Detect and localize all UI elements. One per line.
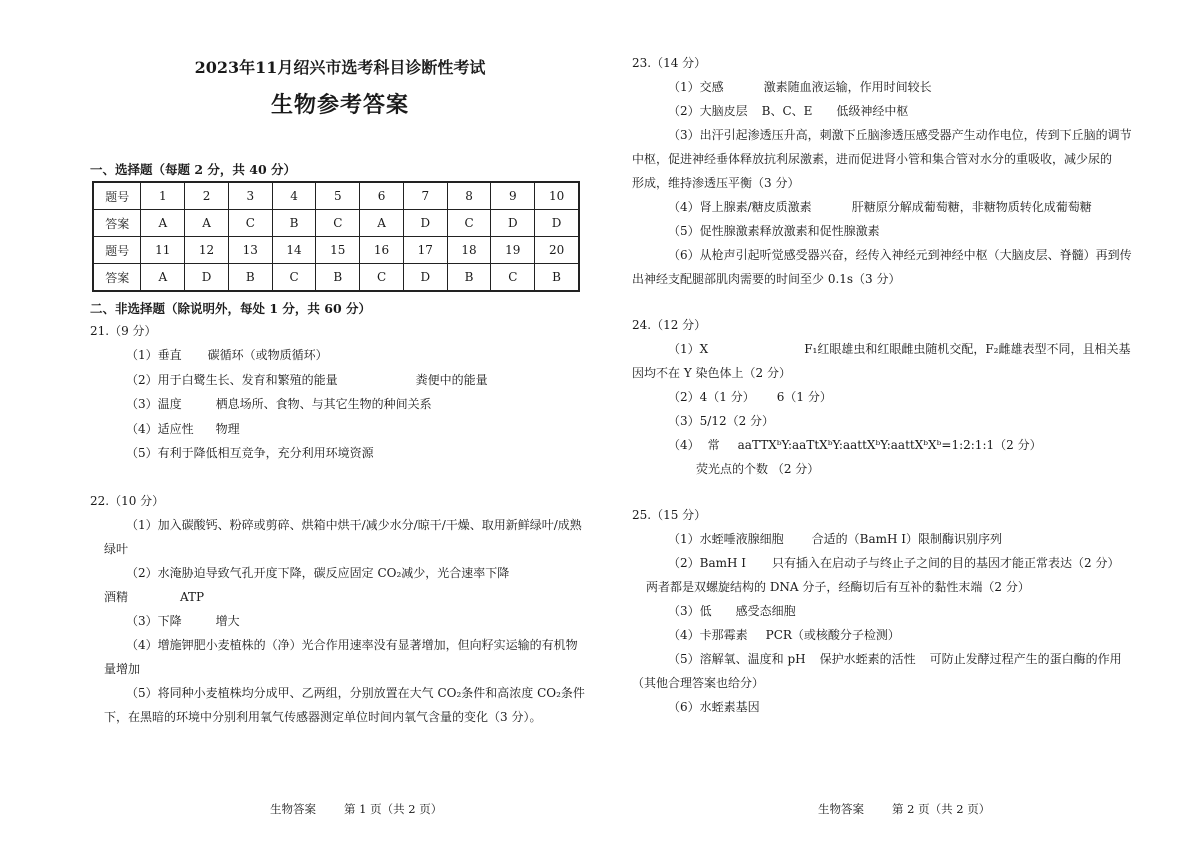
q22-answer-4: （4）增施钾肥小麦植株的（净）光合作用速率没有显著增加，但向籽实运输的有机物 bbox=[126, 638, 578, 652]
q25-a1b: 合适的（BamH I）限制酶识别序列 bbox=[811, 532, 1003, 546]
q21-answer-4 bbox=[90, 420, 240, 438]
q23-answer-6-cont: 出神经支配腿部肌肉需要的时间至少 0.1s（3 分） bbox=[632, 272, 901, 286]
footer-left bbox=[270, 801, 442, 817]
q21-answer-5: （5）有利于降低相互竞争，充分利用环境资源 bbox=[126, 446, 374, 460]
answer-table-cell: 15 bbox=[316, 237, 360, 264]
q23-answer-5: （5）促性腺激素释放激素和促性腺激素 bbox=[668, 224, 880, 238]
q24-answer-4 bbox=[632, 436, 1042, 454]
q24-a1b: F₁红眼雄虫和红眼雌虫随机交配，F₂雌雄表型不同，且相关基 bbox=[804, 342, 1131, 356]
q23-a2c: 低级神经中枢 bbox=[836, 104, 909, 118]
q23-answer-3-cont: 中枢，促进神经垂体释放抗利尿激素，进而促进肾小管和集合管对水分的重吸收，减少尿的 bbox=[632, 152, 1113, 166]
answer-table-cell: A bbox=[141, 264, 185, 292]
q24-answer-4-cont: 荧光点的个数 （2 分） bbox=[696, 462, 820, 476]
q23-a2: （2）大脑皮层 bbox=[668, 104, 748, 118]
q22-answer-2: （2）水淹胁迫导致气孔开度下降，碳反应固定 CO₂减少，光合速率下降 bbox=[126, 566, 510, 580]
answer-table-cell: D bbox=[535, 210, 579, 237]
q25-a1: （1）水蛭唾液腺细胞 bbox=[668, 532, 784, 546]
q21-a3: （3）温度 bbox=[126, 397, 182, 411]
answer-table-row bbox=[93, 264, 579, 292]
q25-a3b: 感受态细胞 bbox=[735, 604, 796, 618]
q21-answer-2 bbox=[90, 371, 488, 389]
answer-table-row bbox=[93, 182, 579, 210]
q21-a4b: 物理 bbox=[215, 422, 240, 436]
answer-table-cell: C bbox=[228, 210, 272, 237]
section-choice-heading: 一、选择题（每题 2 分，共 40 分） bbox=[90, 162, 297, 177]
q23-a2b: B、C、E bbox=[761, 104, 813, 118]
q25-a5b: 保护水蛭素的活性 bbox=[819, 652, 916, 666]
q25-answer-6: （6）水蛭素基因 bbox=[668, 700, 760, 714]
answer-table-cell: B bbox=[316, 264, 360, 292]
q25-a5: （5）溶解氧、温度和 pH bbox=[668, 652, 806, 666]
q21-a2: （2）用于白鹭生长、发育和繁殖的能量 bbox=[126, 373, 338, 387]
answer-table-cell: 16 bbox=[360, 237, 404, 264]
q23-a1: （1）交感 bbox=[668, 80, 724, 94]
answer-table-cell: B bbox=[272, 210, 316, 237]
q24-a4c: aaTTXᵇY:aaTtXᵇY:aattXᵇY:aattXᵇXᵇ=1:2:1:1（2 分） bbox=[737, 438, 1042, 452]
q24-a1: （1）X bbox=[668, 342, 709, 356]
page-left bbox=[90, 0, 590, 847]
q23-answer-1 bbox=[632, 78, 932, 96]
q22-answer-5-cont: 下，在黑暗的环境中分别利用氧气传感器测定单位时间内氧气含量的变化（3 分）。 bbox=[104, 710, 542, 724]
answer-table bbox=[92, 181, 580, 292]
q25-heading: 25.（15 分） bbox=[632, 508, 707, 522]
answer-table-cell: 8 bbox=[447, 182, 491, 210]
answer-table-row-header: 题号 bbox=[93, 182, 141, 210]
q22-answer-5: （5）将同种小麦植株均分成甲、乙两组，分别放置在大气 CO₂条件和高浓度 CO₂条件 bbox=[126, 686, 585, 700]
answer-table-cell: 11 bbox=[141, 237, 185, 264]
q25-answer-1 bbox=[632, 530, 1002, 548]
q24-answer-1-cont: 因均不在 Y 染色体上（2 分） bbox=[632, 366, 792, 380]
answer-table-cell: 7 bbox=[403, 182, 447, 210]
answer-table-cell: 5 bbox=[316, 182, 360, 210]
answer-table-cell: 2 bbox=[185, 182, 229, 210]
answer-table-cell: C bbox=[491, 264, 535, 292]
answer-table-cell: 3 bbox=[228, 182, 272, 210]
q23-answer-2 bbox=[632, 102, 908, 120]
q24-a2: （2）4（1 分） bbox=[668, 390, 755, 404]
answer-table-row bbox=[93, 237, 579, 264]
q25-answer-5 bbox=[632, 650, 1122, 668]
answer-table-row bbox=[93, 210, 579, 237]
q25-answer-2 bbox=[632, 554, 1119, 572]
section-nonchoice-heading: 二、非选择题（除说明外，每处 1 分，共 60 分） bbox=[90, 301, 372, 316]
q22-answer-2-cont bbox=[90, 588, 204, 606]
answer-table-cell: D bbox=[403, 264, 447, 292]
answer-table-cell: D bbox=[491, 210, 535, 237]
q23-answer-3-cont2: 形成，维持渗透压平衡（3 分） bbox=[632, 176, 800, 190]
answer-table-cell: 17 bbox=[403, 237, 447, 264]
answer-table-cell: 6 bbox=[360, 182, 404, 210]
q24-answer-1 bbox=[632, 340, 1130, 358]
q25-answer-5-cont: （其他合理答案也给分） bbox=[632, 676, 765, 690]
q25-answer-4 bbox=[632, 626, 900, 644]
q22-answer-4-cont: 量增加 bbox=[104, 662, 141, 676]
q22-heading: 22.（10 分） bbox=[90, 494, 165, 508]
exam-title: 2023年11月绍兴市选考科目诊断性考试 bbox=[194, 58, 486, 77]
q25-answer-2-cont: 两者都是双螺旋结构的 DNA 分子，经酶切后有互补的黏性末端（2 分） bbox=[646, 580, 1030, 594]
answer-table-row-header: 题号 bbox=[93, 237, 141, 264]
answer-table-cell: D bbox=[185, 264, 229, 292]
q24-a4b: 常 bbox=[707, 438, 720, 452]
answer-table-cell: 4 bbox=[272, 182, 316, 210]
footer-subject: 生物答案 bbox=[270, 802, 316, 816]
page-right bbox=[632, 0, 1132, 847]
q21-heading: 21.（9 分） bbox=[90, 324, 157, 338]
q23-heading: 23.（14 分） bbox=[632, 56, 707, 70]
q23-a4b: 肝糖原分解成葡萄糖，非糖物质转化成葡萄糖 bbox=[851, 200, 1092, 214]
answer-table-cell: C bbox=[316, 210, 360, 237]
answer-table-cell: 18 bbox=[447, 237, 491, 264]
answer-table-cell: C bbox=[272, 264, 316, 292]
answer-table-row-header: 答案 bbox=[93, 264, 141, 292]
answer-table-cell: B bbox=[447, 264, 491, 292]
answer-table-cell: A bbox=[185, 210, 229, 237]
q25-a2b: 只有插入在启动子与终止子之间的目的基因才能正常表达（2 分） bbox=[772, 556, 1120, 570]
q23-a1b: 激素随血液运输，作用时间较长 bbox=[763, 80, 932, 94]
q22-a2d: ATP bbox=[180, 590, 205, 604]
q24-a2b: 6（1 分） bbox=[776, 390, 832, 404]
q25-answer-3 bbox=[632, 602, 796, 620]
q21-a1: （1）垂直 bbox=[126, 348, 182, 362]
q25-a4: （4）卡那霉素 bbox=[668, 628, 748, 642]
q25-a3: （3）低 bbox=[668, 604, 712, 618]
answer-table-cell: 9 bbox=[491, 182, 535, 210]
q25-a2: （2）BamH I bbox=[668, 556, 747, 570]
q22-a2c: 酒精 bbox=[104, 590, 129, 604]
answer-table-cell: 14 bbox=[272, 237, 316, 264]
answer-table-cell: C bbox=[447, 210, 491, 237]
q21-answer-1 bbox=[90, 346, 328, 364]
q22-a3: （3）下降 bbox=[126, 614, 182, 628]
answer-table-cell: 10 bbox=[535, 182, 579, 210]
q24-answer-3: （3）5/12（2 分） bbox=[668, 414, 775, 428]
q23-answer-4 bbox=[632, 198, 1092, 216]
answer-table-cell: A bbox=[141, 210, 185, 237]
q24-a4: （4） bbox=[668, 438, 700, 452]
answer-table-cell: B bbox=[228, 264, 272, 292]
q24-answer-2 bbox=[632, 388, 832, 406]
answer-title: 生物参考答案 bbox=[270, 92, 409, 118]
q21-a2b: 粪便中的能量 bbox=[415, 373, 488, 387]
q21-answer-3 bbox=[90, 395, 432, 413]
q23-a4: （4）肾上腺素/糖皮质激素 bbox=[668, 200, 812, 214]
q22-answer-1: （1）加入碳酸钙、粉碎或剪碎、烘箱中烘干/减少水分/晾干/干燥、取用新鲜绿叶/成熟 bbox=[126, 518, 582, 532]
answer-table-cell: 12 bbox=[185, 237, 229, 264]
footer-subject: 生物答案 bbox=[818, 802, 864, 816]
q22-answer-3 bbox=[90, 612, 240, 630]
q23-answer-6: （6）从枪声引起听觉感受器兴奋，经传入神经元到神经中枢（大脑皮层、脊髓）再到传 bbox=[668, 248, 1132, 262]
answer-table-cell: 13 bbox=[228, 237, 272, 264]
q21-a4: （4）适应性 bbox=[126, 422, 194, 436]
q25-a5c: 可防止发酵过程产生的蛋白酶的作用 bbox=[929, 652, 1122, 666]
answer-table-cell: 20 bbox=[535, 237, 579, 264]
answer-table-cell: C bbox=[360, 264, 404, 292]
footer-right bbox=[818, 801, 990, 817]
q22-answer-1-cont: 绿叶 bbox=[104, 542, 129, 556]
q22-a3b: 增大 bbox=[215, 614, 240, 628]
answer-table-cell: 1 bbox=[141, 182, 185, 210]
answer-table-cell: B bbox=[535, 264, 579, 292]
answer-table-cell: 19 bbox=[491, 237, 535, 264]
answer-table-row-header: 答案 bbox=[93, 210, 141, 237]
footer-page-number: 第 1 页（共 2 页） bbox=[344, 802, 443, 816]
q21-a3b: 栖息场所、食物、与其它生物的种间关系 bbox=[215, 397, 432, 411]
q21-a1b: 碳循环（或物质循环） bbox=[207, 348, 328, 362]
answer-table-cell: A bbox=[360, 210, 404, 237]
q23-answer-3: （3）出汗引起渗透压升高，刺激下丘脑渗透压感受器产生动作电位，传到下丘脑的调节 bbox=[668, 128, 1132, 142]
q25-a4b: PCR（或核酸分子检测） bbox=[765, 628, 900, 642]
answer-table-cell: D bbox=[403, 210, 447, 237]
q24-heading: 24.（12 分） bbox=[632, 318, 707, 332]
footer-page-number: 第 2 页（共 2 页） bbox=[892, 802, 991, 816]
